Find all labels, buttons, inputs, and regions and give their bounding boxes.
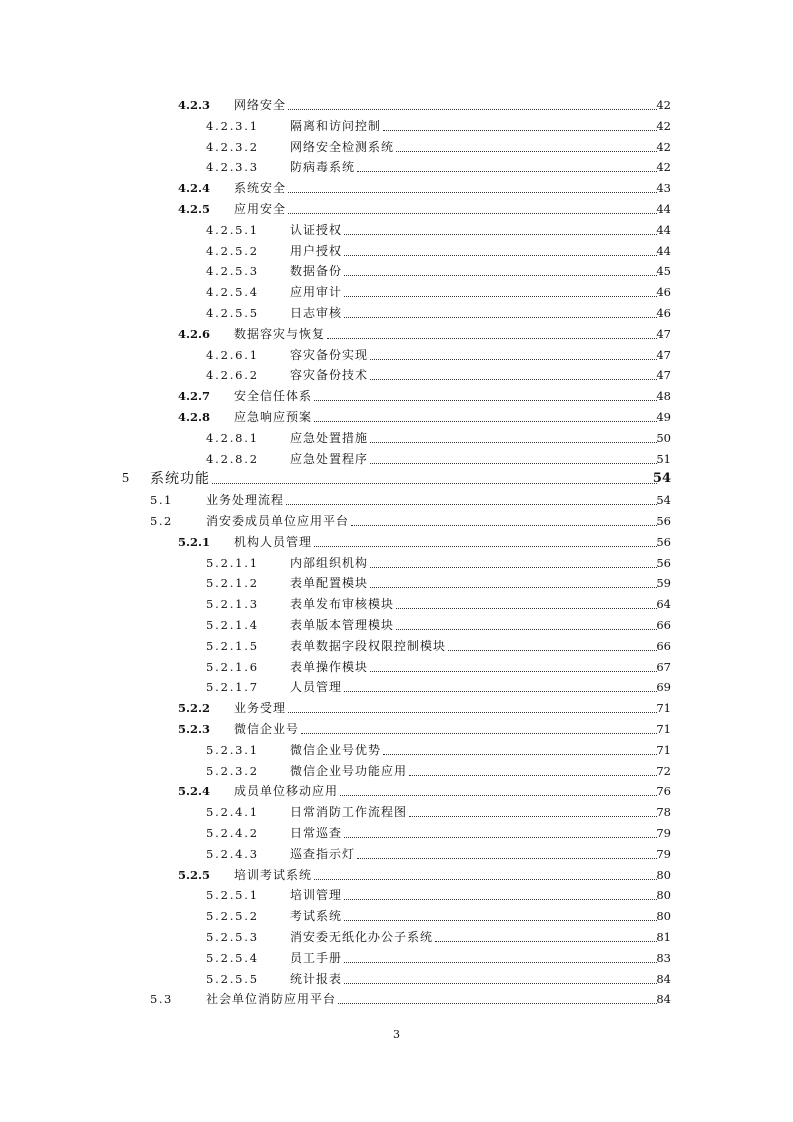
toc-entry[interactable] <box>0 532 793 552</box>
toc-entry-title: 消安委无纸化办公子系统 <box>290 930 434 944</box>
toc-dot-leader <box>327 338 657 339</box>
toc-entry-number: 4.2.5.4 <box>206 285 259 300</box>
toc-entry-title: 认证授权 <box>290 222 343 237</box>
toc-entry-page: 66 <box>656 638 671 653</box>
toc-entry-page: 47 <box>656 368 671 383</box>
toc-entry-page: 80 <box>656 909 671 924</box>
toc-entry[interactable] <box>0 407 793 427</box>
toc-entry-number: 5.2.3.2 <box>206 763 259 778</box>
toc-entry-page: 72 <box>656 763 671 778</box>
toc-entry-number: 4.2.3.3 <box>206 160 259 175</box>
toc-entry[interactable] <box>0 95 793 115</box>
toc-dot-leader <box>338 1003 657 1004</box>
toc-entry-title: 防病毒系统 <box>290 160 356 175</box>
toc-dot-leader <box>357 858 657 859</box>
toc-entry-number: 5.2.4.2 <box>206 826 259 840</box>
toc-entry-page: 81 <box>656 930 671 944</box>
toc-entry[interactable] <box>0 615 793 635</box>
toc-entry[interactable] <box>0 365 793 385</box>
toc-dot-leader <box>409 816 657 817</box>
toc-entry-title: 成员单位移动应用 <box>234 784 339 799</box>
toc-entry-page: 84 <box>656 992 671 1007</box>
toc-entry-page: 83 <box>656 950 671 965</box>
toc-dot-leader <box>288 192 657 193</box>
toc-entry-page: 59 <box>656 576 671 591</box>
toc-dot-leader <box>314 546 657 547</box>
toc-entry-title: 员工手册 <box>290 950 343 965</box>
toc-entry-number: 4.2.3.1 <box>206 118 259 133</box>
toc-dot-leader <box>370 379 657 380</box>
toc-entry-number: 4.2.3.2 <box>206 139 259 154</box>
toc-entry-title: 内部组织机构 <box>290 555 369 570</box>
toc-entry-number: 5.2.4.3 <box>206 846 259 861</box>
toc-entry-page: 67 <box>656 659 671 674</box>
toc-entry-page: 56 <box>656 514 671 528</box>
toc-entry-page: 80 <box>656 867 671 882</box>
toc-entry-page: 56 <box>656 534 671 549</box>
toc-entry-title: 网络安全 <box>234 98 287 112</box>
toc-entry-number: 4.2.7 <box>178 389 211 404</box>
toc-dot-leader <box>286 504 657 505</box>
toc-entry-title: 微信企业号 <box>234 722 300 736</box>
toc-entry[interactable] <box>0 199 793 219</box>
toc-entry-title: 微信企业号功能应用 <box>290 763 408 778</box>
toc-entry-title: 社会单位消防应用平台 <box>206 992 337 1007</box>
toc-entry-title: 日常消防工作流程图 <box>290 805 408 820</box>
toc-entry-page: 46 <box>656 306 671 320</box>
toc-entry-title: 安全信任体系 <box>234 389 313 404</box>
toc-entry[interactable] <box>0 469 793 489</box>
toc-dot-leader <box>383 754 657 755</box>
toc-entry-number: 4.2.8 <box>178 410 211 424</box>
toc-entry-number: 5.2.1.1 <box>206 555 259 570</box>
toc-entry-page: 54 <box>652 471 671 487</box>
toc-entry[interactable] <box>0 490 793 510</box>
toc-dot-leader <box>340 795 657 796</box>
toc-entry-page: 54 <box>656 493 671 508</box>
toc-entry-page: 44 <box>656 222 671 237</box>
toc-entry-page: 80 <box>656 888 671 903</box>
toc-entry[interactable] <box>0 449 793 469</box>
toc-entry-number: 4.2.8.1 <box>206 430 259 445</box>
toc-entry-title: 应急处置措施 <box>290 430 369 445</box>
toc-entry-page: 79 <box>656 846 671 861</box>
toc-entry-page: 71 <box>656 742 671 757</box>
toc-entry-page: 44 <box>656 243 671 258</box>
toc-entry-page: 45 <box>656 264 671 279</box>
toc-entry-title: 应急响应预案 <box>234 410 313 424</box>
toc-entry-page: 78 <box>656 805 671 820</box>
toc-entry-page: 50 <box>656 430 671 445</box>
toc-entry[interactable] <box>0 802 793 822</box>
toc-entry-number: 5.2.3.1 <box>206 742 259 757</box>
toc-entry[interactable] <box>0 698 793 718</box>
toc-entry-title: 考试系统 <box>290 909 343 924</box>
toc-entry-title: 业务受理 <box>234 701 287 716</box>
toc-entry-title: 隔离和访问控制 <box>290 118 382 133</box>
toc-entry-page: 76 <box>656 784 671 799</box>
toc-entry-title: 表单发布审核模块 <box>290 597 395 612</box>
toc-entry-title: 容灾备份技术 <box>290 368 369 383</box>
toc-entry-title: 统计报表 <box>290 971 343 986</box>
toc-entry-title: 容灾备份实现 <box>290 347 369 362</box>
toc-dot-leader <box>344 317 657 318</box>
toc-dot-leader <box>448 650 657 651</box>
toc-entry-page: 71 <box>656 701 671 716</box>
toc-entry-page: 42 <box>656 118 671 133</box>
toc-entry-number: 4.2.5.2 <box>206 243 259 258</box>
toc-dot-leader <box>370 587 657 588</box>
toc-entry[interactable] <box>0 282 793 302</box>
toc-entry-number: 5.2.3 <box>178 722 211 736</box>
toc-entry-title: 表单配置模块 <box>290 576 369 591</box>
toc-dot-leader <box>351 525 657 526</box>
toc-entry-number: 4.2.4 <box>178 181 211 196</box>
toc-dot-leader <box>314 421 657 422</box>
toc-entry-number: 4.2.3 <box>178 98 211 112</box>
toc-entry-page: 47 <box>656 326 671 341</box>
toc-entry-title: 用户授权 <box>290 243 343 258</box>
toc-entry-number: 4.2.5 <box>178 202 211 216</box>
toc-entry-page: 64 <box>656 597 671 612</box>
toc-entry[interactable] <box>0 116 793 136</box>
toc-entry-title: 表单版本管理模块 <box>290 618 395 632</box>
toc-entry-number: 5.2.1.6 <box>206 659 259 674</box>
toc-entry-title: 网络安全检测系统 <box>290 139 395 154</box>
toc-entry-title: 应用安全 <box>234 202 287 216</box>
toc-entry-number: 5.2.5.5 <box>206 971 259 986</box>
toc-dot-leader <box>370 567 657 568</box>
toc-entry[interactable] <box>0 740 793 760</box>
toc-dot-leader <box>344 296 657 297</box>
toc-dot-leader <box>435 941 657 942</box>
toc-entry[interactable] <box>0 823 793 843</box>
toc-entry-number: 5.2.1 <box>178 534 211 549</box>
toc-entry-number: 4.2.6.2 <box>206 368 259 383</box>
toc-entry-number: 4.2.6 <box>178 326 211 341</box>
toc-entry-page: 84 <box>656 971 671 986</box>
toc-entry-page: 42 <box>656 98 671 112</box>
toc-entry-number: 5.2.4.1 <box>206 805 259 820</box>
toc-entry[interactable] <box>0 761 793 781</box>
toc-entry-title: 系统功能 <box>150 471 210 488</box>
toc-entry-title: 日常巡查 <box>290 826 343 840</box>
toc-entry-number: 4.2.5.1 <box>206 222 259 237</box>
toc-entry-number: 4.2.5.3 <box>206 264 259 279</box>
toc-entry-title: 数据容灾与恢复 <box>234 326 326 341</box>
toc-entry-title: 系统安全 <box>234 181 287 196</box>
toc-entry-page: 69 <box>656 680 671 695</box>
toc-dot-leader <box>396 151 657 152</box>
toc-entry-title: 培训考试系统 <box>234 867 313 882</box>
toc-entry-title: 培训管理 <box>290 888 343 903</box>
toc-entry[interactable] <box>0 157 793 177</box>
toc-entry-title: 日志审核 <box>290 306 343 320</box>
toc-entry-page: 46 <box>656 285 671 300</box>
toc-entry-number: 5.2.1.2 <box>206 576 259 591</box>
toc-entry-page: 43 <box>656 181 671 196</box>
toc-entry[interactable] <box>0 511 793 531</box>
toc-dot-leader <box>212 483 657 484</box>
toc-dot-leader <box>344 234 657 235</box>
toc-entry-title: 业务处理流程 <box>206 493 285 508</box>
toc-entry-number: 5.2.1.3 <box>206 597 259 612</box>
toc-entry-title: 应急处置程序 <box>290 451 369 466</box>
toc-entry-number: 5.3 <box>150 992 173 1007</box>
toc-dot-leader <box>409 775 657 776</box>
toc-entry-number: 5.2.5.1 <box>206 888 259 903</box>
toc-entry-page: 48 <box>656 389 671 404</box>
toc-entry-page: 71 <box>656 722 671 736</box>
toc-entry-number: 5.2.4 <box>178 784 211 799</box>
toc-entry-number: 5.2.5 <box>178 867 211 882</box>
toc-entry[interactable] <box>0 969 793 989</box>
toc-entry-title: 数据备份 <box>290 264 343 279</box>
toc-entry-title: 微信企业号优势 <box>290 742 382 757</box>
toc-entry[interactable] <box>0 137 793 157</box>
toc-entry-number: 5.2.1.4 <box>206 618 259 632</box>
toc-entry[interactable] <box>0 220 793 240</box>
toc-entry-number: 5.1 <box>150 493 173 508</box>
toc-entry-page: 66 <box>656 618 671 632</box>
toc-dot-leader <box>370 359 657 360</box>
toc-dot-leader <box>344 962 657 963</box>
toc-entry-title: 消安委成员单位应用平台 <box>206 514 350 528</box>
toc-entry-number: 5.2.5.3 <box>206 930 259 944</box>
toc-dot-leader <box>314 879 657 880</box>
toc-entry[interactable] <box>0 885 793 905</box>
toc-dot-leader <box>396 629 657 630</box>
toc-entry-page: 44 <box>656 202 671 216</box>
toc-dot-leader <box>396 608 657 609</box>
toc-entry[interactable] <box>0 324 793 344</box>
toc-entry-page: 51 <box>656 451 671 466</box>
toc-entry-page: 42 <box>656 139 671 154</box>
toc-dot-leader <box>370 442 657 443</box>
toc-dot-leader <box>370 463 657 464</box>
toc-dot-leader <box>344 255 657 256</box>
toc-entry-number: 5.2.1.7 <box>206 680 259 695</box>
toc-dot-leader <box>357 171 657 172</box>
toc-entry-page: 49 <box>656 410 671 424</box>
toc-entry-number: 4.2.8.2 <box>206 451 259 466</box>
toc-entry[interactable] <box>0 553 793 573</box>
toc-entry[interactable] <box>0 594 793 614</box>
toc-entry-number: 5.2.5.4 <box>206 950 259 965</box>
toc-entry-title: 应用审计 <box>290 285 343 300</box>
toc-entry[interactable] <box>0 989 793 1009</box>
toc-entry[interactable] <box>0 573 793 593</box>
toc-entry[interactable] <box>0 865 793 885</box>
toc-entry[interactable] <box>0 303 793 323</box>
toc-entry-title: 人员管理 <box>290 680 343 695</box>
toc-dot-leader <box>301 733 657 734</box>
toc-entry[interactable] <box>0 345 793 365</box>
toc-entry-title: 表单数据字段权限控制模块 <box>290 638 447 653</box>
toc-entry-number: 5.2.5.2 <box>206 909 259 924</box>
toc-entry[interactable] <box>0 948 793 968</box>
toc-dot-leader <box>383 130 657 131</box>
toc-entry[interactable] <box>0 657 793 677</box>
toc-entry-title: 机构人员管理 <box>234 534 313 549</box>
toc-entry[interactable] <box>0 906 793 926</box>
toc-entry[interactable] <box>0 927 793 947</box>
toc-entry[interactable] <box>0 261 793 281</box>
toc-entry[interactable] <box>0 719 793 739</box>
toc-entry-page: 56 <box>656 555 671 570</box>
toc-entry[interactable] <box>0 386 793 406</box>
toc-entry-title: 巡查指示灯 <box>290 846 356 861</box>
toc-dot-leader <box>344 920 657 921</box>
toc-entry-number: 5.2.1.5 <box>206 638 259 653</box>
toc-entry-number: 5.2 <box>150 514 173 528</box>
toc-dot-leader <box>344 899 657 900</box>
toc-dot-leader <box>344 983 657 984</box>
toc-dot-leader <box>344 275 657 276</box>
toc-entry-page: 79 <box>656 826 671 840</box>
toc-entry[interactable] <box>0 844 793 864</box>
toc-entry-number: 4.2.5.5 <box>206 306 259 320</box>
toc-entry[interactable] <box>0 241 793 261</box>
toc-dot-leader <box>288 712 657 713</box>
toc-entry[interactable] <box>0 677 793 697</box>
toc-entry-number: 5.2.2 <box>178 701 211 716</box>
page-number-footer: 3 <box>393 1028 400 1041</box>
toc-entry-page: 42 <box>656 160 671 175</box>
toc-entry-number: 5 <box>122 471 131 487</box>
toc-entry-title: 表单操作模块 <box>290 659 369 674</box>
toc-dot-leader <box>288 213 657 214</box>
toc-entry[interactable] <box>0 636 793 656</box>
toc-entry-page: 47 <box>656 347 671 362</box>
toc-dot-leader <box>370 671 657 672</box>
toc-entry[interactable] <box>0 428 793 448</box>
toc-dot-leader <box>314 400 657 401</box>
toc-entry[interactable] <box>0 178 793 198</box>
toc-dot-leader <box>344 837 657 838</box>
toc-dot-leader <box>344 691 657 692</box>
toc-entry[interactable] <box>0 781 793 801</box>
toc-entry-number: 4.2.6.1 <box>206 347 259 362</box>
toc-dot-leader <box>288 109 657 110</box>
